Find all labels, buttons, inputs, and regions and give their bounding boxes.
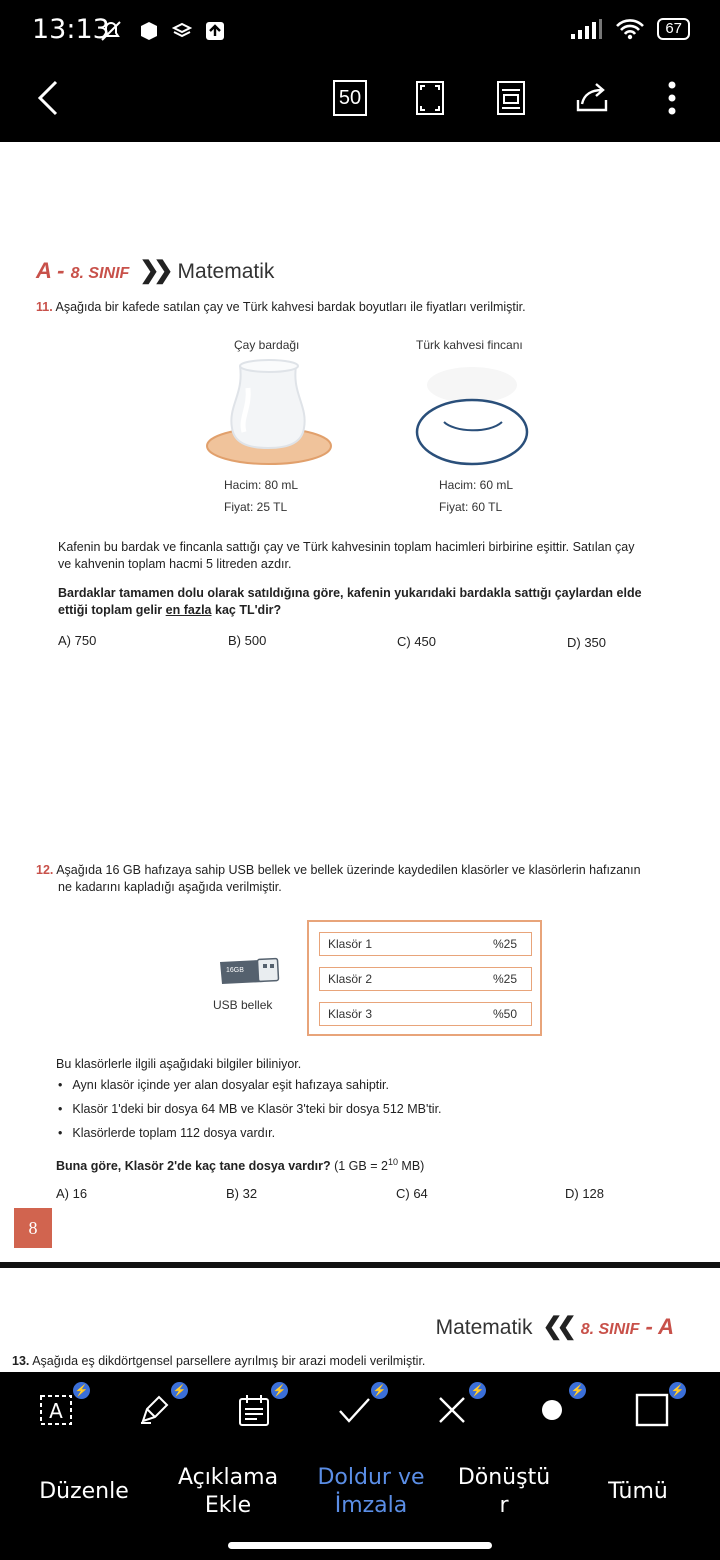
subject-title: Matematik	[435, 1316, 533, 1339]
tab-donustur[interactable]	[448, 1464, 560, 1520]
q12-note-b: MB)	[397, 1159, 425, 1174]
q12-option-c[interactable]: C) 64	[396, 1186, 428, 1201]
view-mode-button[interactable]	[491, 78, 531, 118]
pen-icon	[137, 1393, 171, 1427]
checkmark-tool[interactable]	[334, 1385, 387, 1430]
tab-aciklama-ekle[interactable]	[164, 1464, 292, 1520]
question-11-text	[36, 298, 526, 316]
subject-title: Matematik	[177, 260, 275, 283]
box-icon	[138, 20, 160, 42]
draw-tool[interactable]	[134, 1385, 187, 1430]
ai-badge-icon: ⚡	[469, 1382, 486, 1399]
folder-row	[319, 1002, 532, 1026]
q11-option-b[interactable]: B) 500	[228, 633, 267, 648]
more-vertical-icon	[667, 80, 677, 116]
q12-option-d[interactable]: D) 128	[565, 1186, 605, 1201]
question-12-text-line-2: ne kadarını kapladığı aşağıda verilmiştir.	[58, 880, 282, 894]
question-number: 12.	[36, 863, 54, 877]
q11-question-line-2	[58, 601, 281, 619]
tab-tumu[interactable]	[590, 1478, 686, 1506]
tab-label: r	[499, 1493, 509, 1518]
folder-name: Klasör 3	[328, 1007, 373, 1021]
question-12-body: Aşağıda 16 GB hafızaya sahip USB bellek ve bellek üzerinde kaydedilen klasörler ve klasörlerin hafızanın	[56, 863, 641, 877]
folder-percentage: %25	[492, 972, 517, 986]
calendar-icon	[237, 1393, 271, 1427]
text-box-icon	[39, 1394, 73, 1426]
coffee-cup-volume: Hacim: 60 mL	[439, 478, 514, 492]
bottom-tab-bar	[0, 1454, 720, 1560]
grade-suffix: - A	[639, 1314, 674, 1339]
usb-chip-label: 16GB	[226, 967, 244, 974]
coffee-cup-title: Türk kahvesi fincanı	[416, 338, 523, 352]
usb-label: USB bellek	[213, 998, 273, 1012]
document-page-next	[0, 1268, 720, 1372]
page-count-button[interactable]	[330, 78, 370, 118]
system-icons	[569, 18, 690, 40]
status-time: 13:13	[32, 14, 110, 45]
layers-icon	[172, 20, 192, 42]
tea-glass-volume: Hacim: 80 mL	[224, 478, 299, 492]
question-number: 11.	[36, 300, 53, 314]
tea-glass-title: Çay bardağı	[234, 338, 300, 352]
folder-row	[319, 967, 532, 991]
q12-note-exponent: 10	[387, 1157, 398, 1167]
q11-option-d[interactable]: D) 350	[567, 635, 607, 650]
tab-label: Ekle	[204, 1493, 252, 1518]
question-12-text-line-1	[36, 861, 641, 879]
tab-label: İmzala	[334, 1493, 408, 1518]
header-arrows: ❮❮	[542, 1313, 571, 1340]
question-11-body: Aşağıda bir kafede satılan çay ve Türk kahvesi bardak boyutları ile fiyatları verilmiştir.	[55, 300, 526, 314]
ai-badge-icon: ⚡	[73, 1382, 90, 1399]
rectangle-icon	[635, 1393, 669, 1427]
q11-question-line-1: Bardaklar tamamen dolu olarak satıldığına göre, kafenin yukarıdaki bardakla sattığı çaylardan elde	[58, 586, 642, 600]
q12-option-a[interactable]: A) 16	[56, 1186, 88, 1201]
ai-badge-icon: ⚡	[371, 1382, 388, 1399]
page-header	[36, 256, 274, 285]
cross-tool[interactable]	[432, 1385, 485, 1430]
folder-percentage: %50	[492, 1007, 517, 1021]
q11-question-emphasis: en fazla	[165, 603, 212, 617]
signal-icon	[569, 18, 603, 40]
folder-name: Klasör 1	[328, 937, 373, 951]
q12-option-b[interactable]: B) 32	[226, 1186, 258, 1201]
coffee-cup-image	[414, 360, 532, 470]
q12-bullet: • Klasörlerde toplam 112 dosya vardır.	[58, 1126, 275, 1140]
grade-text: 8. SINIF	[580, 1321, 640, 1338]
grade-label	[581, 1314, 674, 1340]
ai-badge-icon: ⚡	[569, 1382, 586, 1399]
edit-tools-bar	[0, 1372, 720, 1454]
wifi-icon	[615, 18, 645, 40]
q12-bullet: • Klasör 1'deki bir dosya 64 MB ve Klasör 3'teki bir dosya 512 MB'tir.	[58, 1102, 442, 1116]
mute-icon	[100, 20, 126, 42]
q12-bullet: • Aynı klasör içinde yer alan dosyalar eşit hafızaya sahiptir.	[58, 1078, 389, 1092]
folder-percentage: %25	[492, 937, 517, 951]
tea-glass-image	[206, 358, 336, 470]
upload-icon	[204, 20, 226, 42]
header-arrows: ❯❯	[139, 257, 168, 284]
q11-option-c[interactable]: C) 450	[397, 634, 437, 649]
q12-intro: Bu klasörlerle ilgili aşağıdaki bilgiler biliniyor.	[56, 1057, 302, 1071]
notification-icons	[100, 20, 226, 42]
cross-icon	[437, 1395, 467, 1425]
tab-doldur-ve-imzala[interactable]	[306, 1464, 436, 1520]
page-number-badge: 8	[14, 1208, 52, 1248]
grade-label	[36, 258, 129, 284]
share-button[interactable]	[572, 78, 612, 118]
q12-question-text: Buna göre, Klasör 2'de kaç tane dosya vardır?	[56, 1159, 331, 1174]
home-indicator[interactable]	[228, 1542, 492, 1549]
tab-label: Açıklama	[177, 1465, 279, 1490]
folder-row	[319, 932, 532, 956]
q11-option-a[interactable]: A) 750	[58, 633, 97, 648]
grade-text: 8. SINIF	[70, 265, 130, 282]
tab-duzenle[interactable]	[30, 1478, 138, 1506]
q11-info-line-1: Kafenin bu bardak ve fincanla sattığı çay ve Türk kahvesinin toplam hacimleri birbirine eşittir. Satılan çay	[58, 540, 635, 554]
fullscreen-button[interactable]	[410, 78, 450, 118]
dot-icon	[540, 1398, 564, 1422]
document-page	[0, 142, 720, 1262]
page-layout-icon	[496, 80, 526, 116]
status-bar	[0, 0, 720, 62]
back-button[interactable]	[28, 78, 68, 118]
text-box-tool[interactable]	[36, 1385, 89, 1430]
ai-badge-icon: ⚡	[271, 1382, 288, 1399]
coffee-cup-price: Fiyat: 60 TL	[439, 500, 503, 514]
battery-indicator: 67	[657, 18, 690, 40]
usb-drive-image	[214, 956, 280, 986]
tab-label: Doldur ve	[317, 1465, 425, 1490]
tab-label: Dönüştü	[457, 1465, 551, 1490]
question-13-text	[12, 1354, 425, 1368]
ai-badge-icon: ⚡	[669, 1382, 686, 1399]
tab-label: Düzenle	[39, 1479, 129, 1504]
folder-name: Klasör 2	[328, 972, 373, 986]
page-header	[436, 1312, 674, 1341]
chevron-left-icon	[36, 80, 60, 116]
page-count: 50	[333, 80, 367, 116]
grade-prefix: A -	[36, 258, 71, 283]
question-number: 13.	[12, 1354, 30, 1368]
checkmark-icon	[337, 1395, 371, 1425]
q11-question-part-c: kaç TL'dir?	[211, 603, 282, 617]
tea-glass-price: Fiyat: 25 TL	[224, 500, 288, 514]
tab-label: Tümü	[608, 1479, 668, 1504]
more-options-button[interactable]	[652, 78, 692, 118]
q11-info-line-2: ve kahvenin toplam hacmi 5 litreden azdır.	[58, 557, 292, 571]
folder-table	[307, 920, 542, 1036]
question-13-body: Aşağıda eş dikdörtgensel parsellere ayrılmış bir arazi modeli verilmiştir.	[32, 1354, 426, 1368]
viewer-toolbar	[0, 62, 720, 142]
svg-text:A: A	[49, 1399, 63, 1423]
ai-badge-icon: ⚡	[171, 1382, 188, 1399]
q12-question	[56, 1153, 424, 1175]
dot-tool[interactable]	[532, 1385, 585, 1430]
q12-note-a: (1 GB = 2	[330, 1159, 388, 1174]
fullscreen-icon	[415, 80, 445, 116]
rectangle-tool[interactable]	[632, 1385, 685, 1430]
date-tool[interactable]	[234, 1385, 287, 1430]
share-icon	[574, 82, 610, 114]
q11-question-part-a: ettiği toplam gelir	[58, 603, 166, 617]
